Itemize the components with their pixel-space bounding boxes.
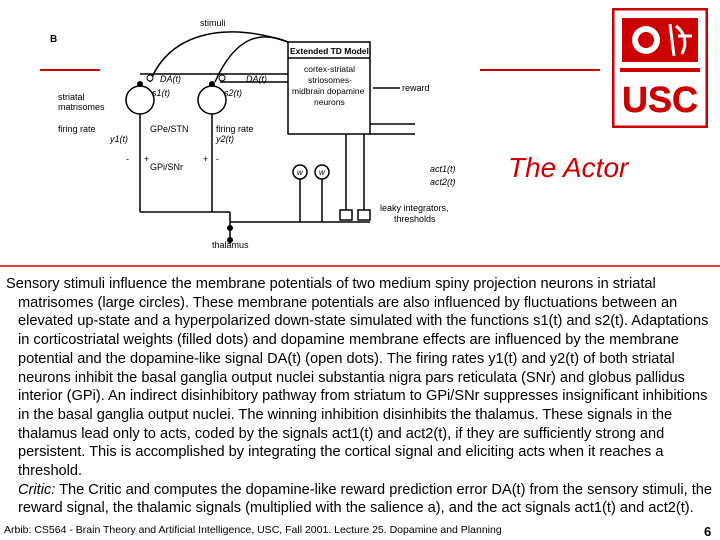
plus-sign-1: + xyxy=(144,154,150,164)
gpi-label: GPi/SNr xyxy=(150,162,184,172)
minus-sign-2: - xyxy=(216,154,219,164)
minus-sign-1: - xyxy=(126,154,129,164)
td-line-1: cortex-striatal xyxy=(304,64,356,74)
leaky-label-2: thresholds xyxy=(394,214,436,224)
bottom-rule xyxy=(0,265,720,267)
w-label-1: w xyxy=(297,168,303,177)
critic-paragraph xyxy=(6,481,714,518)
firing-rate-right: firing rate xyxy=(216,124,254,134)
slide-title: The Actor xyxy=(508,152,629,183)
stimuli-label: stimuli xyxy=(200,18,226,28)
act1-label: act1(t) xyxy=(430,164,456,174)
body-paragraph: Sensory stimuli influence the membrane potentials of two medium spiny projection neurons in striatal matrisomes (large circles). These membrane potentials are also influenced by fluctuations between an elevated up-state and a hyperpolarized down-state simulated with the functions s1(t) and s2(t). Adaptations in corticostriatal weights (filled dots) and dopamine membrane effects are influenced by the membrane potential and the dopamine-like signal DA(t) (open dots). The firing rates y1(t) and y2(t) of both striatal neurons inhibit the basal ganglia output nuclei substantia nigra pars reticulata (SNr) and globus pallidus interior (GPi). An indirect disinhibitory pathway from striatum to GPi/SNr suppresses insignificant inhibitions in the basal ganglia output nuclei. The winning inhibition disinhibits the thalamus. These signals in the thalamus lead only to acts, coded by the signals act1(t) and act2(t), if they are sufficiently strong and persistent. This is accomplished by integrating the cortical signal and eliciting acts when it reaches a threshold. xyxy=(6,276,709,480)
td-line-2: striosomes- xyxy=(308,75,352,85)
td-line-3: midbrain dopamine xyxy=(292,86,365,96)
matrisomes-label: matrisomes xyxy=(58,102,105,112)
y2-label: y2(t) xyxy=(216,134,234,144)
body-text xyxy=(6,275,714,518)
reward-label: reward xyxy=(402,83,430,93)
panel-label: B xyxy=(50,34,58,45)
td-line-4: neurons xyxy=(314,97,345,107)
td-title: Extended TD Model xyxy=(290,46,369,56)
firing-rate-left: firing rate xyxy=(58,124,96,134)
w-label-2: w xyxy=(319,168,325,177)
thalamus-label: thalamus xyxy=(212,240,249,250)
da1-label: DA(t) xyxy=(160,74,181,84)
striatal-label: striatal xyxy=(58,92,85,102)
leaky-label-1: leaky integrators, xyxy=(380,203,449,213)
critic-text: The Critic and computes the dopamine-like reward prediction error DA(t) from the sensory stimuli, the reward signal, the thalamic signals (multiplied with the salience a), and the act signals act1(t) and act2(t). xyxy=(18,481,713,517)
s1-label: s1(t) xyxy=(152,88,170,98)
page-number: 6 xyxy=(704,524,712,539)
actor-diagram xyxy=(40,12,520,252)
y1-label: y1(t) xyxy=(110,134,128,144)
seal-icon xyxy=(622,18,698,62)
gpe-label: GPe/STN xyxy=(150,124,189,134)
usc-logo xyxy=(612,8,708,128)
s2-label: s2(t) xyxy=(224,88,242,98)
act2-label: act2(t) xyxy=(430,177,456,187)
da2-label: DA(t) xyxy=(246,74,267,84)
plus-sign-2: + xyxy=(203,154,209,164)
footer: Arbib: CS564 - Brain Theory and Artificial Intelligence, USC, Fall 2001. Lecture 25. Dopamine and Planning xyxy=(4,524,502,536)
critic-label: Critic: xyxy=(18,481,56,498)
logo-text: USC xyxy=(621,79,699,120)
